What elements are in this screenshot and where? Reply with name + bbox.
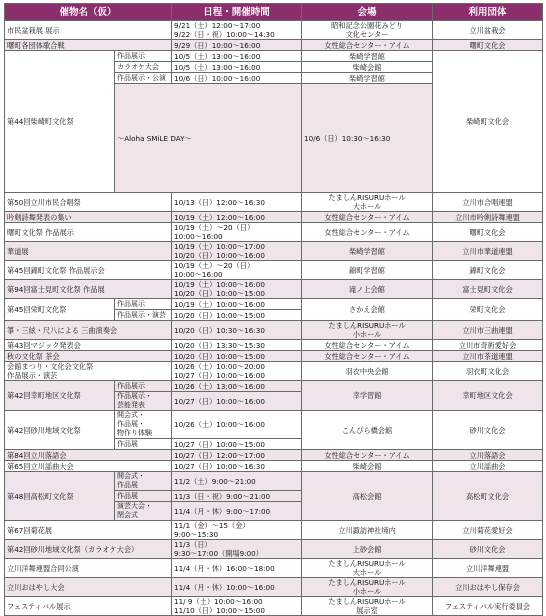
event-name-cell: 第42回砂川地域文化祭 xyxy=(5,411,115,450)
event-name-cell: 第44回柴崎町文化祭 xyxy=(5,51,115,193)
organization-cell: 幸町地区文化会 xyxy=(433,381,543,411)
event-name-cell: 箏・三絃・尺八による 三曲演奏会 xyxy=(5,321,172,340)
venue-cell: 立川諏訪神社境内 xyxy=(302,521,433,540)
organization-cell: 立川市華道連盟 xyxy=(433,242,543,261)
venue-cell: 女性総合センター・アイム xyxy=(302,351,433,362)
event-name-cell: 第42回砂川地域文化祭（カラオケ大会） xyxy=(5,540,172,559)
schedule-cell: 11/3（日・祝）9:00〜21:00 xyxy=(172,491,302,502)
table-row xyxy=(5,559,543,578)
event-name-cell: 立川洋舞連盟合同公演 xyxy=(5,559,172,578)
table-row xyxy=(5,472,543,491)
event-name-cell: 第45回錦町文化祭 作品展示会 xyxy=(5,261,172,280)
event-name-cell: 第42回幸町地区文化祭 xyxy=(5,381,115,411)
organization-cell: 曙町文化会 xyxy=(433,40,543,51)
venue-cell: 幸学習館 xyxy=(302,381,433,411)
schedule-cell: 10/26（土）10:00〜20:00 10/27（日）10:00〜16:00 xyxy=(172,362,302,381)
event-name-cell: 曙町文化祭 作品展示 xyxy=(5,223,172,242)
venue-cell: 羽衣中央会館 xyxy=(302,362,433,381)
venue-cell: さかえ会館 xyxy=(302,299,433,321)
header-event-name: 催物名（仮） xyxy=(5,4,172,21)
organization-cell: 富士見町文化会 xyxy=(433,280,543,299)
organization-cell: 立川盆栽会 xyxy=(433,21,543,40)
event-name-cell: フェスティバル展示 xyxy=(5,597,172,616)
table-row xyxy=(5,261,543,280)
header-organization: 利用団体 xyxy=(433,4,543,21)
event-name-cell: 曙町各団体歌合戦 xyxy=(5,40,172,51)
table-header-row xyxy=(5,4,543,21)
schedule-cell: 10/27（日）10:00〜16:30 xyxy=(172,461,302,472)
schedule-cell: 10/19（土）10:00〜16:00 xyxy=(172,299,302,310)
venue-cell: 滝ノ上会館 xyxy=(302,280,433,299)
organization-cell: 立川洋舞連盟 xyxy=(433,559,543,578)
organization-cell: 立川市吟剣詩舞連盟 xyxy=(433,212,543,223)
table-row xyxy=(5,51,543,62)
schedule-cell: 10/27（日）12:00〜17:00 xyxy=(172,450,302,461)
table-row xyxy=(5,597,543,616)
table-row xyxy=(5,450,543,461)
venue-cell: こんぴら橋会館 xyxy=(302,411,433,450)
venue-cell: 高松会館 xyxy=(302,472,433,521)
organization-cell: 立川おはやし保存会 xyxy=(433,578,543,597)
event-name-cell: 華道展 xyxy=(5,242,172,261)
organization-cell: 立川謡曲会 xyxy=(433,461,543,472)
organization-cell: 栄町文化会 xyxy=(433,299,543,321)
event-name-cell: 立川おはやし大会 xyxy=(5,578,172,597)
schedule-cell: 10/19（土）12:00〜16:00 xyxy=(172,212,302,223)
venue-cell: 女性総合センター・アイム xyxy=(302,223,433,242)
event-subtitle-cell: 作品展示・演芸 xyxy=(115,310,172,321)
organization-cell: 立川市奇術愛好会 xyxy=(433,340,543,351)
organization-cell: フェスティバル実行委員会 xyxy=(433,597,543,616)
table-row xyxy=(5,362,543,381)
schedule-cell: 9/21（土）12:00〜17:00 9/22（日・祝）10:00〜14:30 xyxy=(172,21,302,40)
table-row xyxy=(5,340,543,351)
table-row xyxy=(5,280,543,299)
table-row xyxy=(5,223,543,242)
venue-cell: 女性総合センター・アイム xyxy=(302,212,433,223)
schedule-cell: 10/5（土）13:00〜16:00 xyxy=(172,62,302,73)
venue-cell: 柴崎会館 xyxy=(302,62,433,73)
event-subtitle-cell: 作品展示 xyxy=(115,381,172,392)
schedule-cell: 10/26（土）13:00〜16:00 xyxy=(172,381,302,392)
schedule-cell: 10/20（日）10:30〜16:30 xyxy=(172,321,302,340)
venue-cell: 昭和記念公園花みどり 文化センター xyxy=(302,21,433,40)
event-name-cell: 〜Aloha SMiLE DAY〜 xyxy=(115,84,302,193)
schedule-cell: 10/19（土）10:00〜16:00 10/20（日）10:00〜15:00 xyxy=(172,280,302,299)
event-name-cell: 第65回立川謡曲大会 xyxy=(5,461,172,472)
venue-cell: 柴崎会館 xyxy=(302,461,433,472)
event-subtitle-cell: 作品展示 xyxy=(115,51,172,62)
venue-cell: 上砂会館 xyxy=(302,540,433,559)
organization-cell: 砂川文化会 xyxy=(433,540,543,559)
table-row xyxy=(5,193,543,212)
organization-cell: 立川落語会 xyxy=(433,450,543,461)
schedule-cell: 10/13（日）12:00〜16:30 xyxy=(172,193,302,212)
schedule-cell: 10/5（土）13:00〜16:00 xyxy=(172,51,302,62)
schedule-cell: 10/26（土）10:00〜16:00 xyxy=(172,411,302,439)
organization-cell: 砂川文化会 xyxy=(433,411,543,450)
table-row xyxy=(5,411,543,439)
event-name-cell: 第84回立川落語会 xyxy=(5,450,172,461)
table-row xyxy=(5,40,543,51)
venue-cell: 柴崎学習館 xyxy=(302,242,433,261)
header-venue: 会場 xyxy=(302,4,433,21)
organization-cell: 立川市茶道連盟 xyxy=(433,351,543,362)
event-subtitle-cell: 演芸大会・ 閉会式 xyxy=(115,502,172,521)
organization-cell: 柴崎町文化会 xyxy=(433,51,543,193)
organization-cell: 錦町文化会 xyxy=(433,261,543,280)
event-subtitle-cell: 作品展 xyxy=(115,491,172,502)
schedule-cell: 10/19（土）〜20（日） 10:00〜16:00 xyxy=(172,261,302,280)
event-subtitle-cell: 開会式・ 作品展・ 物作り体験 xyxy=(115,411,172,439)
table-row xyxy=(5,461,543,472)
table-row xyxy=(5,521,543,540)
event-name-cell: 市民盆栽展 展示 xyxy=(5,21,172,40)
schedule-cell: 10/20（日）13:30〜15:30 xyxy=(172,340,302,351)
venue-cell: たましんRISURUホール 展示室 xyxy=(302,597,433,616)
schedule-cell: 10/19（土）10:00〜17:00 10/20（日）10:00〜16:00 xyxy=(172,242,302,261)
table-row xyxy=(5,21,543,40)
venue-cell: 柴崎学習館 xyxy=(302,51,433,62)
event-subtitle-cell: 作品展 xyxy=(115,439,172,450)
venue-cell: 錦町学習館 xyxy=(302,261,433,280)
event-subtitle-cell: 作品展示・公演 xyxy=(115,73,172,84)
schedule-cell: 11/3（日） 9:30〜17:00（開場9:00） xyxy=(172,540,302,559)
table-row xyxy=(5,212,543,223)
venue-cell: 女性総合センター・アイム xyxy=(302,450,433,461)
schedule-cell: 11/1（金）〜15（金） 9:00〜15:30 xyxy=(172,521,302,540)
event-schedule-table xyxy=(4,3,543,616)
event-name-cell: 第45回栄町文化祭 xyxy=(5,299,115,321)
schedule-cell: 10/20（日）10:00〜15:00 xyxy=(172,351,302,362)
event-name-cell: 吟剣詩舞発表の集い xyxy=(5,212,172,223)
table-row xyxy=(5,540,543,559)
header-schedule: 日程・開催時間 xyxy=(172,4,302,21)
event-name-cell: 第50回立川市民合唱祭 xyxy=(5,193,172,212)
schedule-cell: 10/19（土）〜20（日） 10:00〜16:00 xyxy=(172,223,302,242)
organization-cell: 羽衣町文化会 xyxy=(433,362,543,381)
organization-cell: 立川市三曲連盟 xyxy=(433,321,543,340)
event-subtitle-cell: 作品展示 xyxy=(115,299,172,310)
venue-cell: たましんRISURUホール 小ホール xyxy=(302,578,433,597)
schedule-cell: 11/ 9（土）10:00〜16:00 11/10（日）10:00〜15:00 xyxy=(172,597,302,616)
event-subtitle-cell: 開会式・ 作品展 xyxy=(115,472,172,491)
event-name-cell: 会館まつり・文化会文化祭 作品展示・演芸 xyxy=(5,362,172,381)
event-subtitle-cell: 作品展示・ 芸能発表 xyxy=(115,392,172,411)
schedule-cell: 10/20（日）10:00〜15:00 xyxy=(172,310,302,321)
event-name-cell: 第94回富士見町文化祭 作品展 xyxy=(5,280,172,299)
organization-cell: 曙町文化会 xyxy=(433,223,543,242)
venue-cell: たましんRISURUホール 小ホール xyxy=(302,321,433,340)
schedule-cell: 11/2（土）9:00〜21:00 xyxy=(172,472,302,491)
venue-cell: たましんRISURUホール 大ホール xyxy=(302,193,433,212)
schedule-cell: 10/6（日）10:00〜16:00 xyxy=(172,73,302,84)
event-subtitle-cell: カラオケ大会 xyxy=(115,62,172,73)
schedule-cell: 10/6（日）10:30〜16:30 xyxy=(302,84,433,193)
schedule-cell: 11/4（月・休）10:00〜16:00 xyxy=(172,578,302,597)
organization-cell: 立川市合唱連盟 xyxy=(433,193,543,212)
organization-cell: 高松町文化会 xyxy=(433,472,543,521)
table-row xyxy=(5,578,543,597)
venue-cell: 女性総合センター・アイム xyxy=(302,40,433,51)
venue-cell: たましんRISURUホール 大ホール xyxy=(302,559,433,578)
table-row xyxy=(5,242,543,261)
table-row xyxy=(5,381,543,392)
table-row xyxy=(5,351,543,362)
venue-cell: 柴崎学習館 xyxy=(302,73,433,84)
table-body xyxy=(5,21,543,616)
table-row xyxy=(5,299,543,310)
organization-cell: 立川菊花愛好会 xyxy=(433,521,543,540)
schedule-cell: 11/4（月・休）9:00〜17:00 xyxy=(172,502,302,521)
event-name-cell: 第48回高松町文化祭 xyxy=(5,472,115,521)
event-name-cell: 第67回菊花展 xyxy=(5,521,172,540)
schedule-cell: 10/27（日）10:00〜16:00 xyxy=(172,392,302,411)
schedule-cell: 11/4（月・休）16:00〜18:00 xyxy=(172,559,302,578)
schedule-cell: 9/29（日）10:00〜16:00 xyxy=(172,40,302,51)
table-row xyxy=(5,321,543,340)
event-name-cell: 秋の文化祭 茶会 xyxy=(5,351,172,362)
schedule-cell: 10/27（日）10:00〜15:00 xyxy=(172,439,302,450)
venue-cell: 女性総合センター・アイム xyxy=(302,340,433,351)
event-name-cell: 第43回マジック発表会 xyxy=(5,340,172,351)
